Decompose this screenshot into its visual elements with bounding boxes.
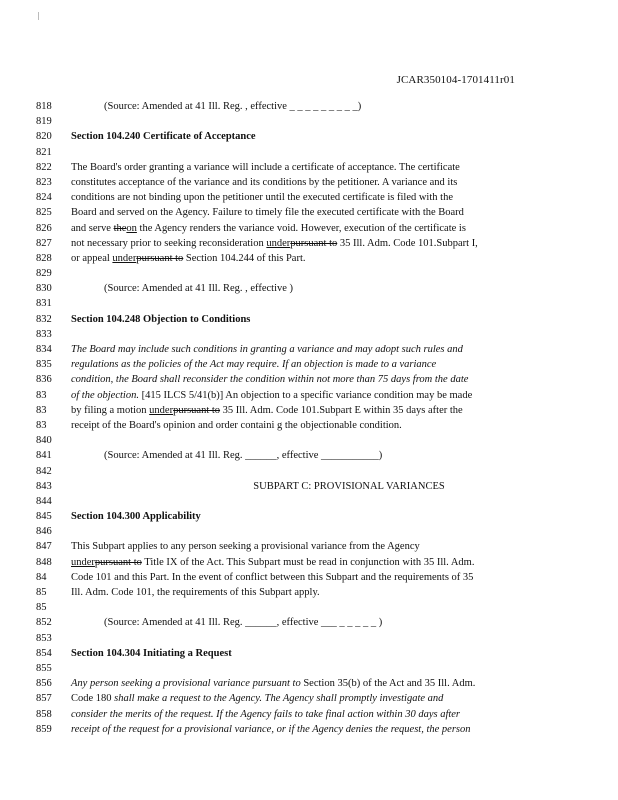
text-segment: Code 180 bbox=[71, 693, 115, 705]
document-line bbox=[0, 600, 618, 615]
line-number: 835 bbox=[36, 359, 52, 371]
text-segment: not necessary prior to seeking reconsideration bbox=[71, 237, 267, 249]
margin-mark bbox=[38, 12, 39, 20]
text-segment: Title IX of the Act. This Subpart must be read in conjunction with 35 Ill. Adm. bbox=[141, 556, 475, 568]
document-line bbox=[0, 145, 618, 160]
document-line bbox=[0, 722, 618, 737]
line-number: 832 bbox=[36, 313, 52, 325]
document-line bbox=[0, 494, 618, 509]
subpart-title bbox=[0, 479, 618, 494]
line-number: 855 bbox=[36, 662, 52, 674]
line-number: 846 bbox=[36, 526, 52, 538]
text-segment: (Source: Amended at 41 Ill. Reg. ______, effective ___________) bbox=[104, 450, 383, 462]
line-number: 823 bbox=[36, 176, 52, 188]
document-line bbox=[0, 190, 618, 205]
document-line bbox=[0, 99, 618, 114]
line-number: 844 bbox=[36, 495, 52, 507]
document-line bbox=[0, 570, 618, 585]
text-segment: of the objection. bbox=[71, 389, 139, 401]
text-segment: (Source: Amended at 41 Ill. Reg. bbox=[104, 101, 246, 112]
line-text bbox=[71, 403, 463, 418]
line-text bbox=[71, 205, 464, 220]
line-text bbox=[71, 251, 305, 266]
document-line bbox=[0, 175, 618, 190]
document-line bbox=[0, 691, 618, 706]
line-text bbox=[71, 555, 474, 570]
line-number: 843 bbox=[36, 480, 52, 492]
section-heading bbox=[71, 312, 250, 327]
deleted-text: pursuant to bbox=[290, 237, 338, 249]
line-text bbox=[71, 175, 457, 190]
line-text bbox=[71, 418, 402, 433]
line-text bbox=[71, 539, 420, 554]
document-line bbox=[0, 236, 618, 251]
document-line bbox=[0, 676, 618, 691]
line-number: 852 bbox=[36, 617, 52, 629]
text-segment: Ill. Adm. Code 101, the requirements of this Subpart apply. bbox=[71, 587, 320, 598]
line-number: 828 bbox=[36, 252, 52, 264]
line-number: 829 bbox=[36, 268, 52, 280]
line-number: 822 bbox=[36, 161, 52, 173]
document-line bbox=[0, 479, 618, 494]
text-segment: receipt of the request for a provisional variance, or if the Agency denies the request, the person bbox=[71, 723, 471, 735]
line-number: 859 bbox=[36, 723, 52, 735]
source-note bbox=[104, 99, 361, 114]
document-line bbox=[0, 631, 618, 646]
document-line bbox=[0, 539, 618, 554]
line-text bbox=[71, 676, 475, 691]
document-line bbox=[0, 312, 618, 327]
line-text bbox=[71, 221, 466, 236]
document-line bbox=[0, 129, 618, 144]
document-line bbox=[0, 615, 618, 630]
text-segment: The Board may include such conditions in granting a variance and may adopt such rules and bbox=[71, 344, 463, 355]
text-segment: regulations as the policies of the Act may require. If an objection is made to a variance bbox=[71, 359, 437, 371]
text-segment: by filing a motion bbox=[71, 404, 150, 416]
text-segment: Section 104.244 of this Part. bbox=[183, 252, 306, 264]
text-segment: consider the merits of the request. If the Agency fails to take final action within 30 days after bbox=[71, 708, 461, 720]
section-heading bbox=[71, 509, 201, 524]
line-text bbox=[71, 190, 453, 205]
line-number: 841 bbox=[36, 450, 52, 462]
deleted-text: pursuant to bbox=[94, 556, 142, 568]
document-line bbox=[0, 448, 618, 463]
section-heading bbox=[71, 646, 232, 661]
document-line bbox=[0, 661, 618, 676]
line-number: 818 bbox=[36, 101, 52, 112]
text-segment: This Subpart applies to any person seeking a provisional variance from the Agency bbox=[71, 541, 420, 553]
line-number: 826 bbox=[36, 222, 52, 234]
line-number: 853 bbox=[36, 632, 52, 644]
text-segment: (Source: Amended at 41 Ill. Reg. , effective ) bbox=[104, 283, 294, 295]
document-line bbox=[0, 357, 618, 372]
line-number: 858 bbox=[36, 708, 52, 720]
document-line bbox=[0, 221, 618, 236]
line-number: 845 bbox=[36, 511, 52, 523]
document-line bbox=[0, 205, 618, 220]
document-line bbox=[0, 585, 618, 600]
text-segment: SUBPART C: PROVISIONAL VARIANCES bbox=[253, 480, 445, 492]
text-segment: or appeal bbox=[71, 252, 113, 264]
document-line bbox=[0, 296, 618, 311]
line-number: 831 bbox=[36, 298, 52, 310]
document-line bbox=[0, 266, 618, 281]
document-line bbox=[0, 464, 618, 479]
text-segment: The Board's order granting a variance will include a certificate of acceptance. The certificate bbox=[71, 161, 460, 173]
line-text bbox=[71, 357, 436, 372]
document-line bbox=[0, 327, 618, 342]
inserted-text: under bbox=[149, 404, 174, 416]
line-text bbox=[71, 372, 468, 387]
text-segment: conditions are not binding upon the petitioner until the executed certificate is filed with the bbox=[71, 192, 453, 204]
line-number: 821 bbox=[36, 146, 52, 158]
line-number: 83 bbox=[36, 389, 47, 401]
deleted-text: pursuant to bbox=[136, 252, 184, 264]
line-number: 848 bbox=[36, 556, 52, 568]
document-line bbox=[0, 342, 618, 357]
text-segment: Section 104.240 Certificate of Acceptance bbox=[71, 131, 256, 143]
line-number: 827 bbox=[36, 237, 52, 249]
line-number: 842 bbox=[36, 465, 52, 477]
line-number: 833 bbox=[36, 328, 52, 340]
text-segment: condition, the Board shall reconsider the condition within not more than 75 days from the date bbox=[71, 374, 469, 386]
text-segment: Section 35(b) of the Act and 35 Ill. Adm. bbox=[300, 678, 476, 690]
line-number: 819 bbox=[36, 116, 52, 128]
document-line bbox=[0, 114, 618, 129]
text-segment: receipt of the Board's opinion and order containi g the objectionable condition. bbox=[71, 419, 402, 431]
line-number: 847 bbox=[36, 541, 52, 553]
document-line bbox=[0, 433, 618, 448]
line-number: 824 bbox=[36, 192, 52, 204]
source-note bbox=[104, 281, 293, 296]
text-segment: Board and served on the Agency. Failure to timely file the executed certificate with the Board bbox=[71, 207, 464, 219]
section-heading bbox=[71, 129, 256, 144]
text-segment: (Source: Amended at 41 Ill. Reg. ______, effective ___ _ _ _ _ _ ) bbox=[104, 617, 383, 629]
line-number: 83 bbox=[36, 404, 47, 416]
line-text bbox=[71, 570, 473, 585]
line-number: 834 bbox=[36, 344, 52, 355]
document-line bbox=[0, 555, 618, 570]
line-text bbox=[71, 388, 472, 403]
line-number: 85 bbox=[36, 602, 47, 614]
line-number: 83 bbox=[36, 419, 47, 431]
document-line bbox=[0, 388, 618, 403]
line-number: 856 bbox=[36, 678, 52, 690]
inserted-text: on bbox=[126, 222, 137, 234]
text-segment: Section 104.248 Objection to Conditions bbox=[71, 313, 251, 325]
line-number: 840 bbox=[36, 435, 52, 447]
document-line bbox=[0, 403, 618, 418]
source-note bbox=[104, 615, 382, 630]
deleted-text: pursuant to bbox=[173, 404, 221, 416]
text-segment: Section 104.304 Initiating a Request bbox=[71, 647, 232, 659]
line-text bbox=[71, 722, 471, 737]
text-segment: 35 Ill. Adm. Code 101.Subpart E within 35 days after the bbox=[220, 404, 463, 416]
document-line bbox=[0, 418, 618, 433]
line-text bbox=[71, 342, 463, 357]
text-segment: Any person seeking a provisional variance pursuant to bbox=[71, 678, 301, 690]
line-text bbox=[71, 236, 478, 251]
document-line bbox=[0, 160, 618, 175]
text-segment: 35 Ill. Adm. Code 101.Subpart I, bbox=[337, 237, 478, 249]
document-line bbox=[0, 509, 618, 524]
line-text bbox=[71, 707, 460, 722]
line-text bbox=[71, 585, 320, 600]
text-segment: shall make a request to the Agency. The Agency shall promptly investigate and bbox=[114, 693, 444, 705]
text-segment: Section 104.300 Applicability bbox=[71, 511, 201, 523]
document-id-header: JCAR350104-1701411r01 bbox=[396, 74, 515, 86]
text-segment: [415 ILCS 5/41(b)] An objection to a specific variance condition may be made bbox=[138, 389, 473, 401]
line-number: 85 bbox=[36, 587, 47, 598]
text-segment: and serve bbox=[71, 222, 114, 234]
inserted-text: under bbox=[71, 556, 95, 568]
text-segment: Code 101 and this Part. In the event of conflict between this Subpart and the requirements of 35 bbox=[71, 571, 474, 583]
line-number: 825 bbox=[36, 207, 52, 219]
inserted-text: under bbox=[266, 237, 291, 249]
document-body bbox=[0, 99, 618, 737]
line-number: 84 bbox=[36, 571, 47, 583]
document-line bbox=[0, 524, 618, 539]
line-text bbox=[71, 691, 443, 706]
inserted-text: under bbox=[112, 252, 137, 264]
text-segment: constitutes acceptance of the variance and its conditions by the petitioner. A variance and its bbox=[71, 176, 458, 188]
text-segment: , effective _ _ _ _ _ _ _ _ _) bbox=[245, 101, 362, 112]
line-number: 820 bbox=[36, 131, 52, 143]
line-number: 857 bbox=[36, 693, 52, 705]
document-line bbox=[0, 251, 618, 266]
source-note bbox=[104, 448, 382, 463]
line-number: 836 bbox=[36, 374, 52, 386]
text-segment: the Agency renders the variance void. However, execution of the certificate is bbox=[136, 222, 466, 234]
document-line bbox=[0, 281, 618, 296]
deleted-text: the bbox=[113, 222, 127, 234]
document-line bbox=[0, 646, 618, 661]
document-line bbox=[0, 707, 618, 722]
line-text bbox=[71, 160, 460, 175]
document-line bbox=[0, 372, 618, 387]
line-number: 830 bbox=[36, 283, 52, 295]
line-number: 854 bbox=[36, 647, 52, 659]
